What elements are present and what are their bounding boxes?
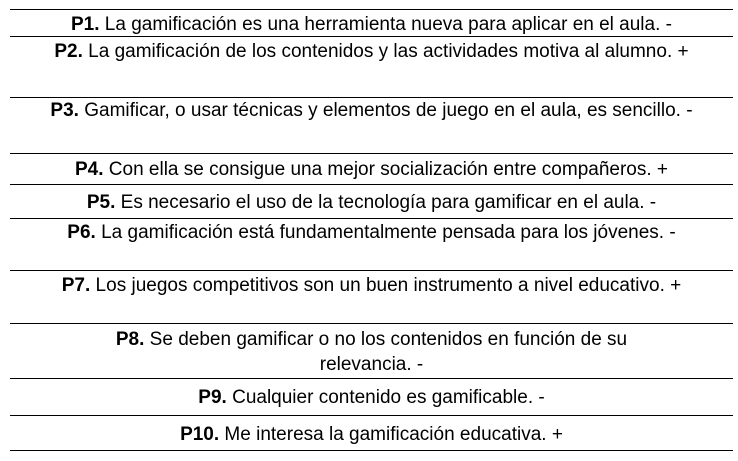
table-row: [10, 98, 733, 154]
statement-text: La gamificación está fundamentalmente pensada para los jóvenes. -: [95, 222, 676, 243]
table-row: [10, 219, 733, 271]
table-row: [10, 154, 733, 185]
statement-number: P10.: [180, 424, 220, 445]
table-row: [10, 10, 733, 37]
statement-number: P8.: [115, 329, 145, 350]
statement-text: Cualquier contenido es gamificable. -: [226, 387, 545, 408]
statement-number: P3.: [50, 100, 79, 121]
statement-text: Gamificar, o usar técnicas y elementos de juego en el aula, es sencillo. -: [78, 100, 693, 121]
statement-number: P9.: [198, 387, 227, 408]
statement-number: P5.: [86, 192, 116, 213]
statement-number: P1.: [71, 14, 100, 35]
table-row: [10, 185, 733, 219]
statement-text: Con ella se consigue una mejor socialización entre compañeros. +: [103, 159, 669, 180]
table-row: [10, 416, 733, 451]
statement-number: P6.: [67, 222, 96, 243]
statement-text: Se deben gamificar o no los contenidos en función de su relevancia. -: [144, 329, 628, 375]
statement-number: P7.: [61, 275, 91, 296]
statement-number: P4.: [74, 159, 104, 180]
statements-table: [10, 9, 733, 451]
statement-text: Es necesario el uso de la tecnología para gamificar en el aula. -: [115, 192, 657, 213]
statement-text: Me interesa la gamificación educativa. +: [219, 424, 563, 445]
table-row: [10, 271, 733, 324]
statement-number: P2.: [54, 41, 83, 62]
statement-text: Los juegos competitivos son un buen instrumento a nivel educativo. +: [90, 275, 682, 296]
table-row: [10, 324, 733, 379]
table-row: [10, 37, 733, 98]
statement-text: La gamificación de los contenidos y las actividades motiva al alumno. +: [82, 41, 689, 62]
statement-text: La gamificación es una herramienta nueva para aplicar en el aula. -: [99, 14, 672, 35]
table-row: [10, 379, 733, 416]
